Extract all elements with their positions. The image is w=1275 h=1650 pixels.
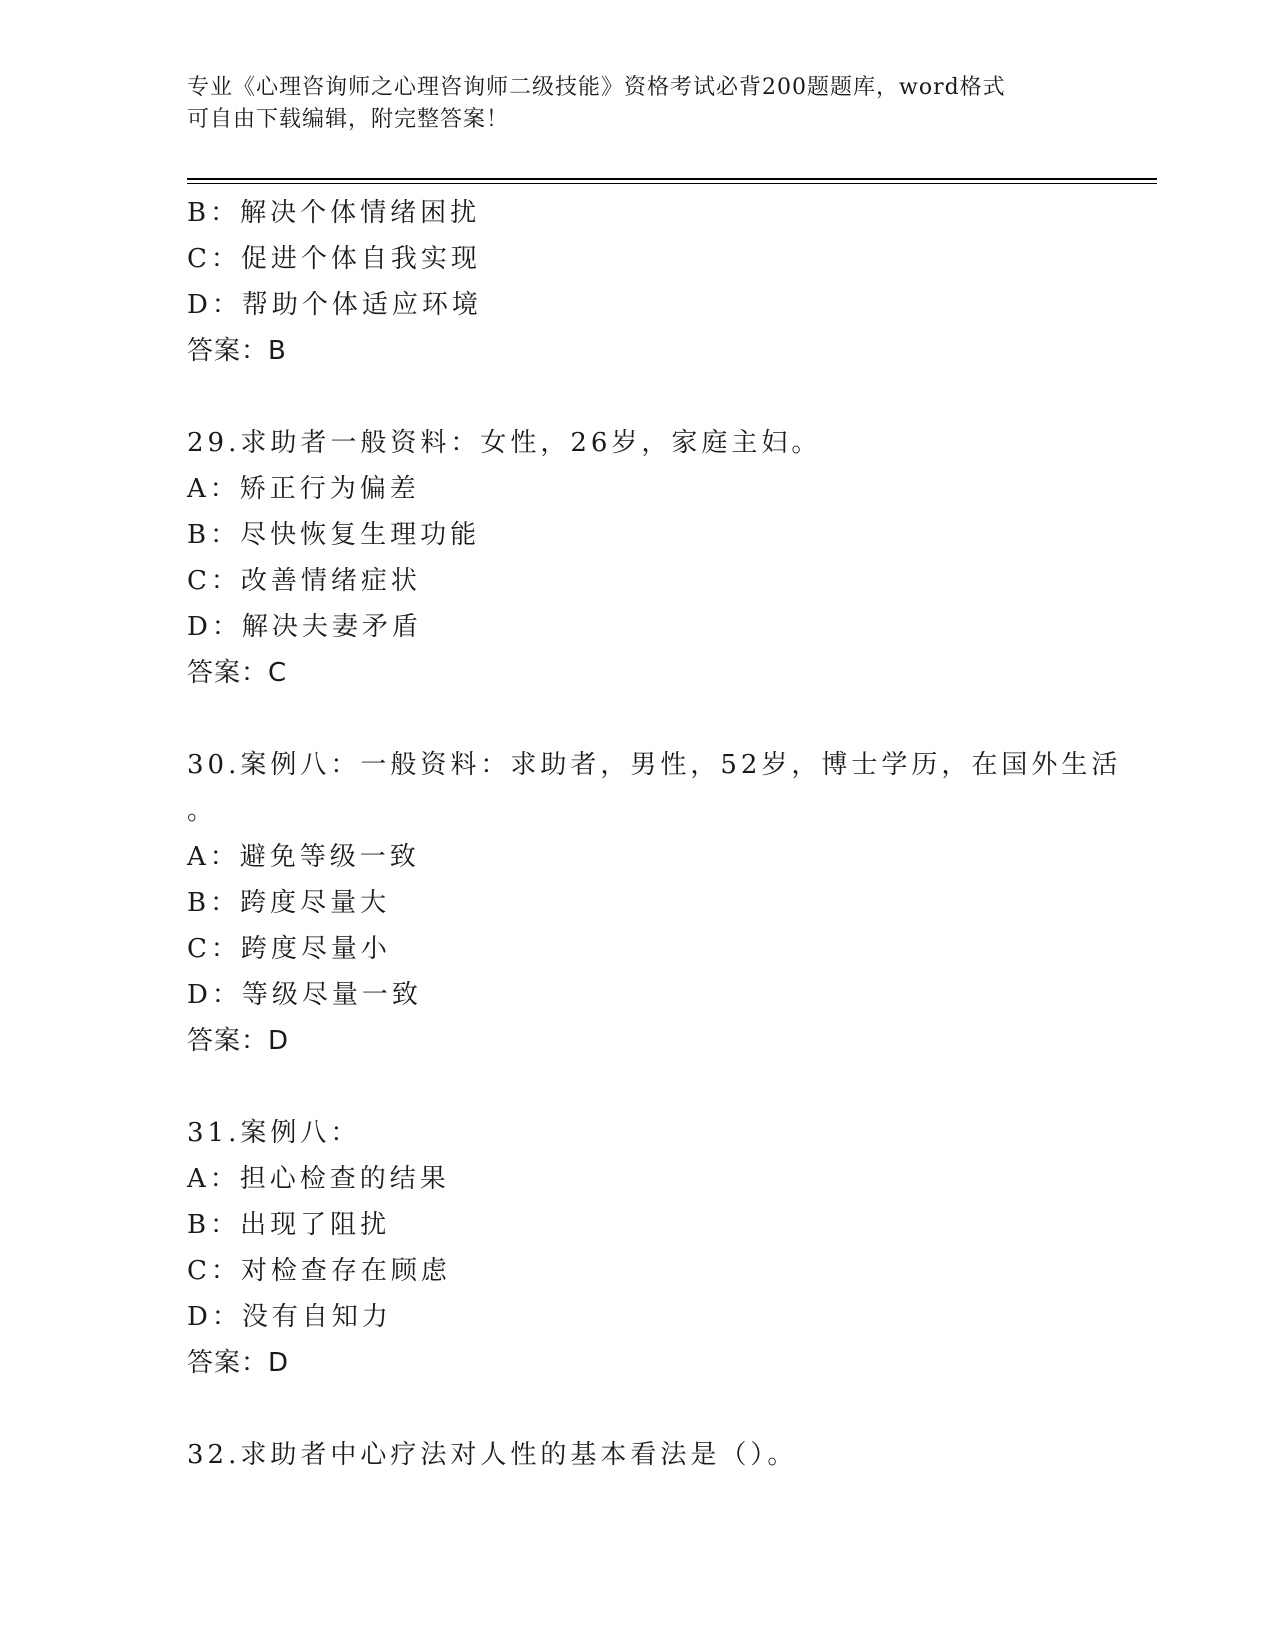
answer-line: 答案：D: [187, 1348, 290, 1378]
answer-line: 答案：C: [187, 658, 288, 688]
option-c: C：改善情绪症状: [187, 566, 421, 596]
option-a: A：矫正行为偏差: [187, 474, 420, 504]
question-text: 30.案例八：一般资料：求助者，男性，52岁，博士学历，在国外生活: [187, 750, 1122, 780]
option-b: B：跨度尽量大: [187, 888, 391, 918]
question-block: [187, 420, 1087, 696]
option-d: D：没有自知力: [187, 1302, 392, 1332]
question-block: [187, 742, 1122, 1064]
option-b: B：解决个体情绪困扰: [187, 198, 481, 228]
question-text: 29.求助者一般资料：女性，26岁，家庭主妇。: [187, 428, 822, 458]
document-header: [187, 72, 1087, 136]
option-b: B：出现了阻扰: [187, 1210, 391, 1240]
question-block: [187, 1110, 1087, 1386]
option-c: C：对检查存在顾虑: [187, 1256, 451, 1286]
header-line-2: 可自由下载编辑，附完整答案！: [187, 107, 510, 132]
header-divider: [187, 178, 1157, 180]
option-c: C：促进个体自我实现: [187, 244, 481, 274]
option-c: C：跨度尽量小: [187, 934, 391, 964]
question-list: [187, 190, 1122, 1478]
option-d: D：帮助个体适应环境: [187, 290, 482, 320]
option-a: A：担心检查的结果: [187, 1164, 450, 1194]
question-block: [187, 190, 1087, 374]
header-divider-thin: [187, 183, 1157, 184]
answer-line: 答案：D: [187, 1026, 290, 1056]
option-d: D：解决夫妻矛盾: [187, 612, 422, 642]
option-b: B：尽快恢复生理功能: [187, 520, 481, 550]
question-text: 32.求助者中心疗法对人性的基本看法是（）。: [187, 1440, 798, 1470]
question-block: [187, 1432, 1087, 1478]
option-a: A：避免等级一致: [187, 842, 420, 872]
header-line-1: 专业《心理咨询师之心理咨询师二级技能》资格考试必背200题题库，word格式: [187, 75, 1006, 100]
option-d: D：等级尽量一致: [187, 980, 422, 1010]
question-text-continuation: 。: [187, 796, 218, 826]
question-text: 31.案例八：: [187, 1118, 361, 1148]
answer-line: 答案：B: [187, 336, 287, 366]
